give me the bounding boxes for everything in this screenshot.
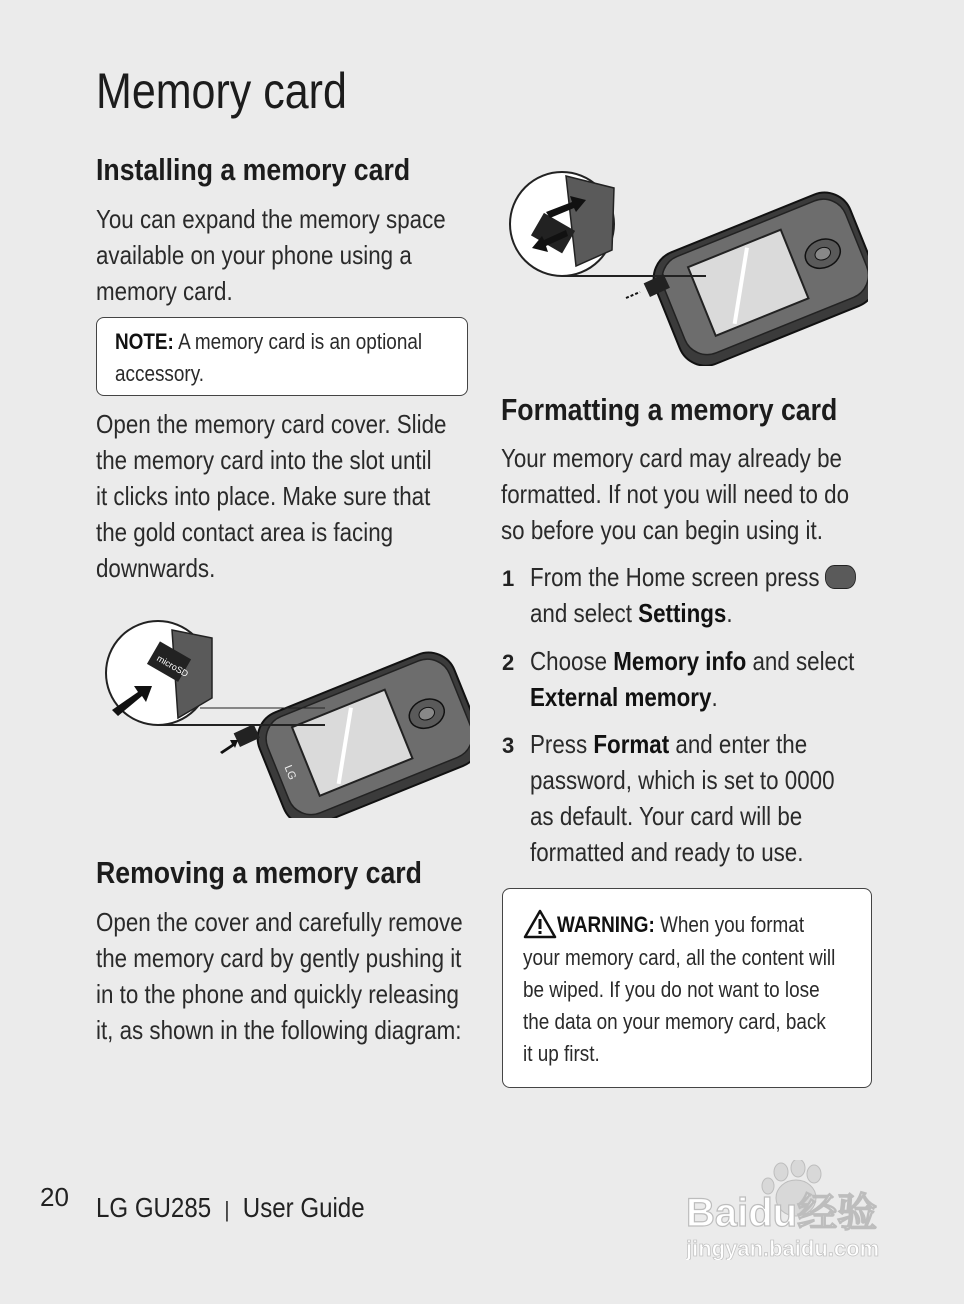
lg-logo: LG xyxy=(281,763,299,782)
card-label: microSD xyxy=(155,653,191,679)
svg-text:jingyan.baidu.com: jingyan.baidu.com xyxy=(686,1236,880,1260)
page-number: 20 xyxy=(40,1182,69,1212)
note-box xyxy=(96,317,468,396)
install-heading: Installing a memory card xyxy=(96,152,411,187)
warning-label: WARNING: xyxy=(557,912,655,937)
remove-instructions: Open the cover and carefully remove the memory card by gently pushing it in to the phone and quickly releasing it, as shown in the following diagram: xyxy=(96,907,463,1045)
format-heading: Formatting a memory card xyxy=(501,392,838,427)
step-1-text: From the Home screen press and select Settings. xyxy=(530,559,909,631)
step-2-number: 2 xyxy=(502,650,515,675)
warning-box: WARNING: When you format your memory card, all the content will be wiped. If you do not want to lose the data on your memory card, back it up first. xyxy=(502,888,872,1088)
home-key-icon xyxy=(825,565,856,589)
install-instructions: Open the memory card cover. Slide the memory card into the slot until it clicks into place. Make sure that the gold contact area is facing downwards. xyxy=(96,409,447,583)
warning-triangle-icon xyxy=(523,909,557,939)
svg-text:Baidu经验: Baidu经验 xyxy=(686,1191,878,1235)
note-text: A memory card is an optional xyxy=(178,329,423,354)
baidu-watermark xyxy=(686,1160,906,1265)
warning-text: When you format xyxy=(660,912,805,937)
insert-card-illustration xyxy=(100,618,470,818)
step-1-number: 1 xyxy=(502,566,515,591)
step-2-text: Choose Memory info and select External memory. xyxy=(530,646,855,712)
format-intro: Your memory card may already be formatted. If not you will need to do so before you can begin using it. xyxy=(501,443,850,545)
footer-title: LG GU285 | User Guide xyxy=(96,1192,365,1223)
page-title: Memory card xyxy=(96,63,347,119)
step-3-number: 3 xyxy=(502,733,515,758)
remove-heading: Removing a memory card xyxy=(96,855,422,890)
note-label: NOTE: xyxy=(115,329,174,354)
baidu-paw-icon xyxy=(686,1160,906,1260)
step-3-text: Press Format and enter the password, which is set to 0000 as default. Your card will be formatted and ready to use. xyxy=(530,729,835,867)
install-intro: You can expand the memory space available on your phone using a memory card. xyxy=(96,204,446,306)
remove-card-illustration xyxy=(506,166,868,366)
note-text-2: accessory. xyxy=(115,361,205,386)
small-arrow-icon xyxy=(220,740,238,754)
